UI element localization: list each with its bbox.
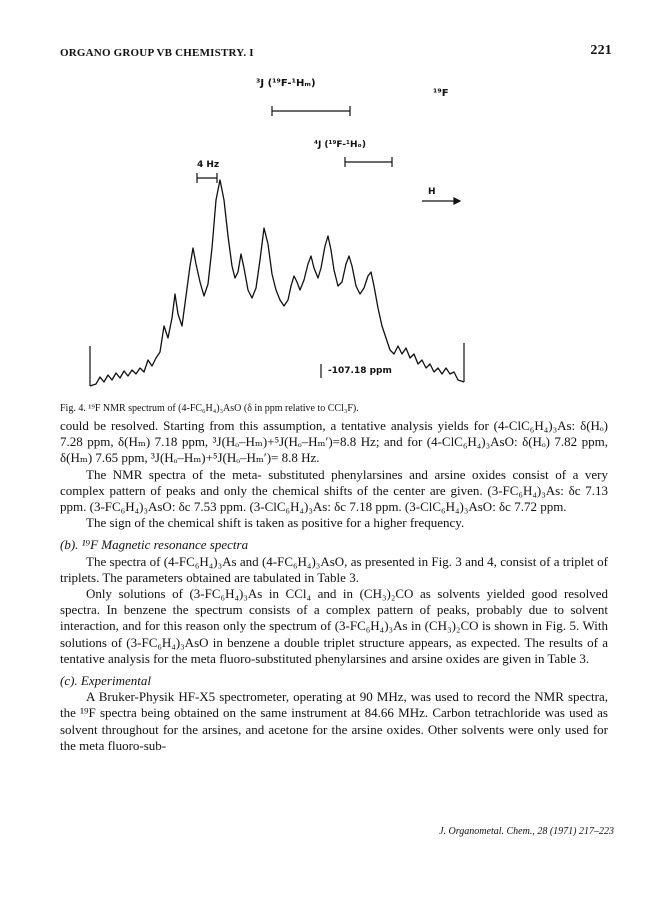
paragraph-4: The spectra of (4-FC₆H₄)₃As and (4-FC₆H₄)₃AsO, as presented in Fig. 3 and 4, consist of a triplet of triplets. The parameters obtained are tabulated in Table 3. xyxy=(60,553,608,585)
paragraph-1: could be resolved. Starting from this assumption, a tentative analysis yields for (4-ClC₆H₄)₃As: δ(Hₒ) 7.28 ppm, δ(Hₘ) 7.18 ppm, ³J(Hₒ–Hₘ)+⁵J(Hₒ–Hₘ′)=8.8 Hz; and for (4-ClC₆H₄)₃AsO: δ(Hₒ) 7.82 ppm, δ(Hₘ) 7.65 ppm, ³J(Hₒ–Hₘ)+⁵J(Hₒ–Hₘ′)= 8.8 Hz. xyxy=(60,418,608,466)
paragraph-3: The sign of the chemical shift is taken as positive for a higher frequency. xyxy=(86,515,465,531)
paragraph-6: A Bruker-Physik HF-X5 spectrometer, operating at 90 MHz, was used to record the NMR spectra, the ¹⁹F spectra being obtained on the same instrument at 84.66 MHz. Carbon tetrachloride was used as solvent throughout for the arsines, and acetone for the arsine oxides. Other solvents were only used for the meta fluoro-sub- xyxy=(60,689,608,753)
body-text xyxy=(60,418,608,754)
19f-label: ¹⁹F xyxy=(433,88,449,99)
paragraph-2: The NMR spectra of the meta- substituted phenylarsines and arsine oxides consist of a very complex pattern of peaks and only the chemical shifts of the center are given. (3-FC₆H₄)₃As: δc 7.13 ppm. (3-FC₆H₄)₃AsO: δc 7.53 ppm. (3-ClC₆H₄)₃As: δc 7.18 ppm. (3-ClC₆H₄)₃AsO: δc 7.72 ppm. xyxy=(60,466,608,515)
spectrum-plot xyxy=(60,68,612,404)
section-heading-c: (c). Experimental xyxy=(60,673,151,689)
nmr-spectrum-figure xyxy=(60,68,612,404)
figure-caption: Fig. 4. ¹⁹F NMR spectrum of (4-FC₆H₄)₃AsO (δ in ppm relative to CCl₃F). xyxy=(60,403,359,414)
paragraph-5: Only solutions of (3-FC₆H₄)₃As in CCl₄ and in (CH₃)₂CO as solvents yielded good resolved spectra. In benzene the spectrum consists of a complex pattern of peaks, probably due to solvent interaction, and for this reason only the spectrum of (3-FC₆H₄)₃As in (CH₃)₂CO is shown in Fig. 5. With solutions of (3-FC₆H₄)₃AsO in benzene a double triplet structure appears, as expected. The results of a tentative analysis for the meta fluoro-substituted phenylarsines and arsine oxides are given in Table 3. xyxy=(60,586,608,666)
running-header xyxy=(60,43,612,63)
4hz-label: 4 Hz xyxy=(197,160,220,170)
center-shift-label: -107.18 ppm xyxy=(328,366,392,376)
journal-citation: J. Organometal. Chem., 28 (1971) 217–223 xyxy=(439,826,614,837)
spectrum-trace xyxy=(90,180,464,386)
4j-coupling-label: ⁴J (¹⁹F-¹Hₒ) xyxy=(314,140,367,150)
running-title: ORGANO GROUP VB CHEMISTRY. I xyxy=(60,47,254,59)
field-h-label: H xyxy=(428,187,436,197)
section-heading-b: (b). ¹⁹F Magnetic resonance spectra xyxy=(60,537,249,553)
page-number: 221 xyxy=(590,43,612,58)
3j-coupling-label: ³J (¹⁹F-¹Hₘ) xyxy=(256,78,316,89)
